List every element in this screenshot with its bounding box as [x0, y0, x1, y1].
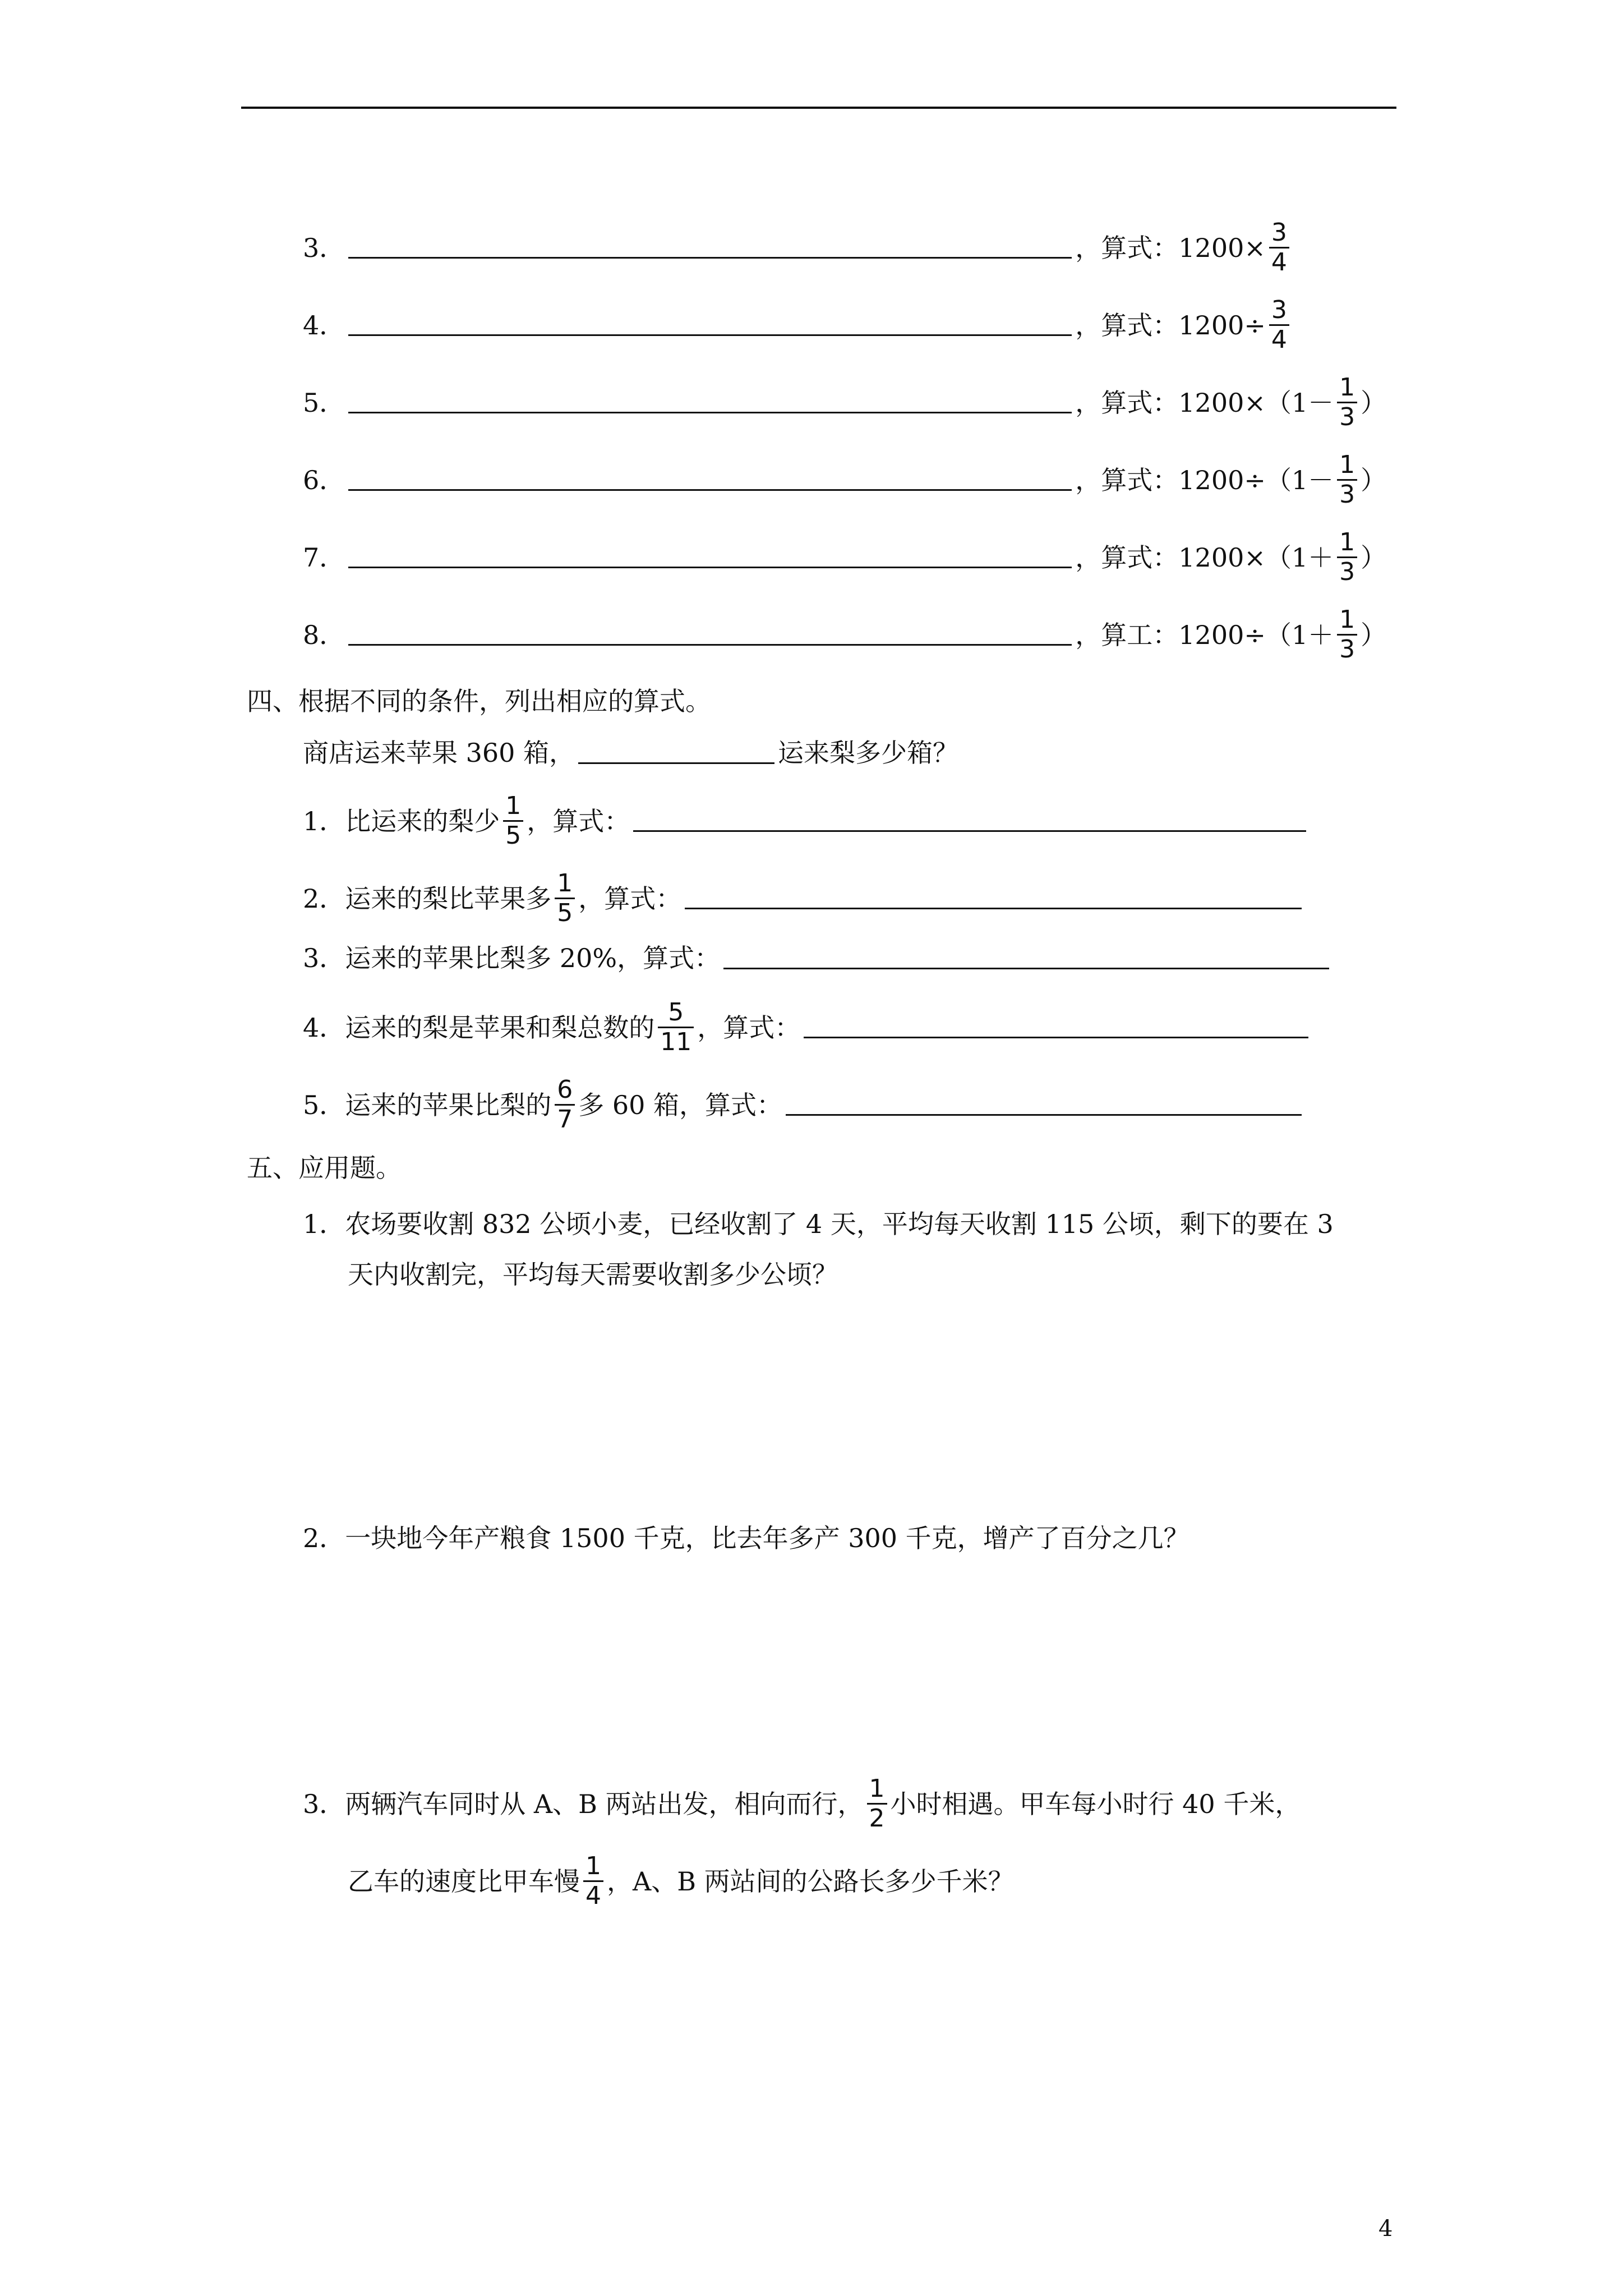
s5-q3-line1: 3．两辆汽车同时从 A、B 两站出发，相向而行， $\frac{1}{2}$ 小时相遇。甲车每小时行 40 千米，: [303, 1774, 1301, 1833]
formula-text: ，算工：1200÷（1＋: [1075, 619, 1334, 650]
s5-q3-line2: 乙车的速度比甲车慢 $\frac{1}{4}$ ，A、B 两站间的公路长多少千米？: [348, 1852, 1014, 1910]
item-number: 4．: [303, 310, 345, 341]
fraction: $\frac{1}{5}$: [555, 869, 575, 927]
answer-blank[interactable]: [786, 1094, 1302, 1116]
answer-blank[interactable]: [348, 392, 1072, 413]
s3-item-3: [303, 219, 1293, 277]
s3-item-7: 7． ，算式：1200×（1＋ $\frac{1}{3}$ ）: [303, 528, 1387, 586]
fraction: $\frac{1}{3}$: [1337, 451, 1357, 509]
section4-intro: 商店运来苹果 360 箱， 运来梨多少箱？: [303, 738, 959, 768]
header-rule: [241, 107, 1396, 109]
condition-blank[interactable]: [578, 742, 774, 764]
s4-item-1: 1．比运来的梨少 $\frac{1}{5}$ ，算式：: [303, 792, 1310, 850]
answer-blank[interactable]: [348, 546, 1072, 568]
item-number: 6．: [303, 464, 345, 495]
section5-heading: 五、应用题。: [247, 1153, 402, 1183]
s5-q1-line2: 天内收割完，平均每天需要收割多少公顷？: [348, 1259, 838, 1290]
fraction: $\frac{1}{2}$: [867, 1775, 887, 1833]
answer-blank[interactable]: [348, 624, 1072, 646]
fraction: $\frac{1}{3}$: [1337, 606, 1357, 664]
fraction: $\frac{1}{5}$: [503, 792, 523, 850]
fraction: $\frac{3}{4}$: [1269, 296, 1289, 354]
answer-blank[interactable]: [685, 887, 1302, 909]
s5-q1-line1: 1．农场要收割 832 公顷小麦，已经收割了 4 天，平均每天收割 115 公顷，剩下的要在 3: [303, 1209, 1334, 1239]
answer-blank[interactable]: [633, 810, 1306, 832]
section4-heading: 四、根据不同的条件，列出相应的算式。: [247, 686, 711, 716]
s5-q2: 2．一块地今年产粮食 1500 千克，比去年多产 300 千克，增产了百分之几？: [303, 1523, 1189, 1553]
answer-blank[interactable]: [723, 947, 1329, 969]
answer-blank[interactable]: [348, 314, 1072, 336]
s4-item-2: 2．运来的梨比苹果多 $\frac{1}{5}$ ，算式：: [303, 869, 1305, 927]
fraction: $\frac{1}{3}$: [1337, 374, 1357, 431]
formula-text: ，算式：1200÷（1－: [1075, 464, 1334, 495]
formula-text: ，算式：1200×: [1075, 232, 1266, 263]
s4-item-4: 4．运来的梨是苹果和梨总数的 $\frac{5}{11}$ ，算式：: [303, 999, 1312, 1056]
answer-blank[interactable]: [348, 469, 1072, 491]
fraction: $\frac{6}{7}$: [555, 1076, 575, 1134]
item-number: 8．: [303, 619, 345, 650]
s3-item-5: 5． ，算式：1200×（1－ $\frac{1}{3}$ ）: [303, 373, 1387, 431]
item-number: 5．: [303, 387, 345, 418]
s3-item-6: 6． ，算式：1200÷（1－ $\frac{1}{3}$ ）: [303, 450, 1387, 509]
fraction: $\frac{1}{4}$: [583, 1852, 603, 1910]
fraction: $\frac{5}{11}$: [658, 999, 694, 1056]
item-number: 3．: [303, 232, 345, 263]
fraction: $\frac{1}{3}$: [1337, 528, 1357, 586]
s3-item-8: 8． ，算工：1200÷（1＋ $\frac{1}{3}$ ）: [303, 605, 1387, 664]
formula-text: ，算式：1200÷: [1075, 310, 1266, 341]
s3-item-4: [303, 296, 1293, 354]
formula-text: ，算式：1200×（1＋: [1075, 542, 1334, 573]
formula-text: ，算式：1200×（1－: [1075, 387, 1334, 418]
s4-item-3: 3．运来的苹果比梨多 20%，算式：: [303, 941, 1332, 975]
page-number: 4: [1378, 2216, 1393, 2242]
answer-blank[interactable]: [804, 1016, 1308, 1038]
s4-item-5: 5．运来的苹果比梨的 $\frac{6}{7}$ 多 60 箱，算式：: [303, 1076, 1305, 1134]
fraction: $\frac{3}{4}$: [1269, 219, 1289, 277]
answer-blank[interactable]: [348, 237, 1072, 259]
item-number: 7．: [303, 542, 345, 573]
